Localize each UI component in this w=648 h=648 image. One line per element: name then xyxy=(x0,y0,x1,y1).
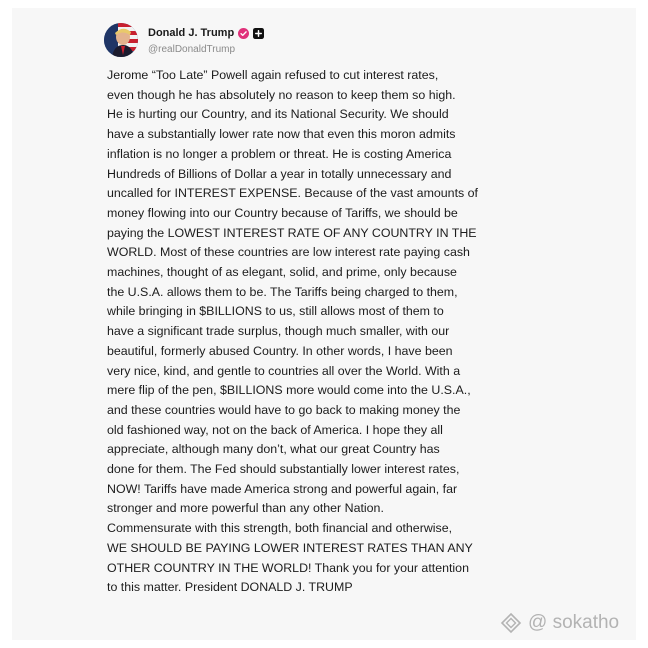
post-line: very nice, kind, and gentle to countries all over the World. With a xyxy=(107,363,461,378)
post-line: Jerome “Too Late” Powell again refused to cut interest rates, xyxy=(107,68,439,82)
post-body xyxy=(107,66,547,598)
post-line: old fashioned way, not on the back of America. I hope they all xyxy=(107,422,443,437)
weibo-diamond-icon xyxy=(500,612,522,634)
post-line: money flowing into our Country because of Tariffs, we should be xyxy=(107,205,458,220)
post-line: beautiful, formerly abused Country. In other words, I have been xyxy=(107,343,453,358)
post-line: uncalled for INTEREST EXPENSE. Because of the vast amounts of xyxy=(107,186,478,201)
post-line: done for them. The Fed should substantially lower interest rates, xyxy=(107,462,460,477)
post-line: OTHER COUNTRY IN THE WORLD! Thank you for your attention xyxy=(107,560,469,575)
verified-badge-icon xyxy=(238,28,249,39)
post-line: He is hurting our Country, and its National Security. We should xyxy=(107,107,449,122)
post-line: to this matter. President DONALD J. TRUMP xyxy=(107,580,353,595)
post-line: Hundreds of Billions of Dollar a year in totally unnecessary and xyxy=(107,166,452,181)
post-line: while bringing in $BILLIONS to us, still allows most of them to xyxy=(107,304,444,319)
post-line: stronger and more powerful than any other Nation. xyxy=(107,501,384,516)
profile-photo-icon xyxy=(104,23,138,57)
author-handle[interactable]: @realDonaldTrump xyxy=(148,44,236,55)
post-line: have a significant trade surplus, though much smaller, with our xyxy=(107,324,450,339)
post-line: machines, thought of as elegant, solid, and prime, only because xyxy=(107,265,457,280)
post-line: mere flip of the pen, $BILLIONS more would come into the U.S.A., xyxy=(107,383,471,398)
post-line: appreciate, although many don’t, what our great Country has xyxy=(107,442,440,457)
post-line: Commensurate with this strength, both financial and otherwise, xyxy=(107,521,453,536)
plus-badge-icon xyxy=(253,28,264,39)
post-line: the U.S.A. allows them to be. The Tariffs being charged to them, xyxy=(107,284,458,299)
watermark xyxy=(500,612,619,634)
post-line: WE SHOULD BE PAYING LOWER INTEREST RATES THAN ANY xyxy=(107,540,473,555)
post-line: even though he has absolutely no reason to keep them so high. xyxy=(107,87,456,102)
author-block xyxy=(148,25,264,55)
post-line: paying the LOWEST INTEREST RATE OF ANY COUNTRY IN THE xyxy=(107,225,477,240)
post-header xyxy=(104,14,264,66)
post-line: and these countries would have to go back to making money the xyxy=(107,402,461,417)
author-display-name[interactable]: Donald J. Trump xyxy=(148,27,235,39)
watermark-text: @ sokatho xyxy=(528,612,620,633)
post-line: WORLD. Most of these countries are low interest rate paying cash xyxy=(107,245,470,260)
post-line: inflation is no longer a problem or threat. He is costing America xyxy=(107,146,452,161)
avatar[interactable] xyxy=(104,23,138,57)
author-name-row xyxy=(148,25,264,41)
post-line: NOW! Tariffs have made America strong and powerful again, far xyxy=(107,481,458,496)
post-line: have a substantially lower rate now that even this moron admits xyxy=(107,127,456,142)
